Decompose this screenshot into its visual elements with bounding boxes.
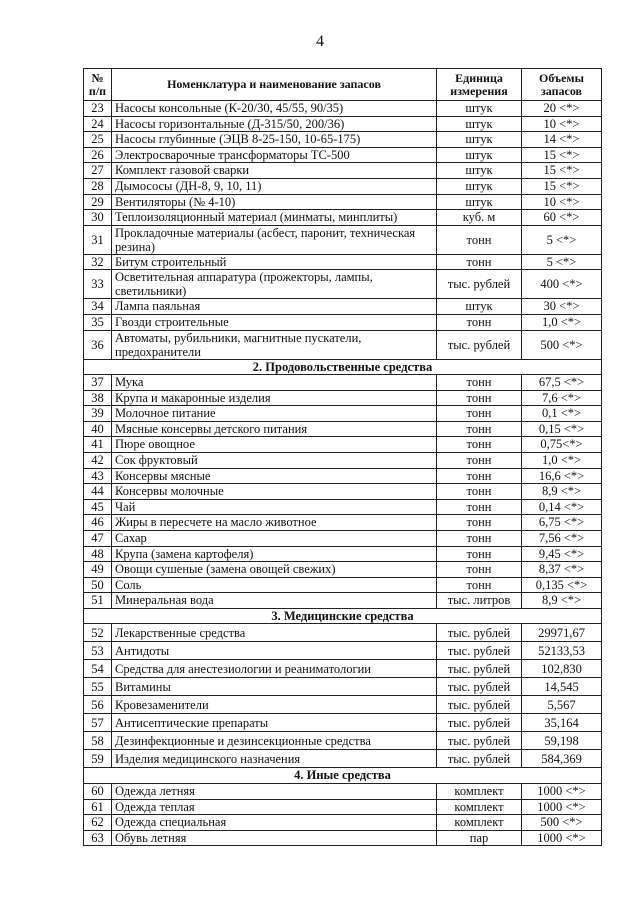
table-row — [84, 210, 602, 226]
row-name: Антисептические препараты — [112, 714, 437, 732]
row-unit: штук — [437, 194, 522, 210]
table-row — [84, 299, 602, 315]
row-unit: тонн — [437, 484, 522, 500]
row-number: 55 — [84, 678, 112, 696]
reserves-table — [83, 68, 602, 846]
table-row — [84, 499, 602, 515]
table-row — [84, 453, 602, 469]
row-unit: тыс. рублей — [437, 270, 522, 299]
row-unit: тыс. рублей — [437, 696, 522, 714]
row-number: 27 — [84, 163, 112, 179]
row-volume: 5 <*> — [522, 225, 602, 254]
row-number: 24 — [84, 116, 112, 132]
row-unit: тыс. рублей — [437, 330, 522, 359]
row-volume: 59,198 — [522, 732, 602, 750]
row-number: 45 — [84, 499, 112, 515]
row-number: 56 — [84, 696, 112, 714]
table-row — [84, 750, 602, 768]
row-name: Вентиляторы (№ 4-10) — [112, 194, 437, 210]
row-unit: тонн — [437, 254, 522, 270]
row-number: 34 — [84, 299, 112, 315]
row-name: Минеральная вода — [112, 593, 437, 609]
table-row — [84, 163, 602, 179]
row-volume: 1000 <*> — [522, 830, 602, 846]
row-name: Изделия медицинского назначения — [112, 750, 437, 768]
table-row — [84, 696, 602, 714]
table-row — [84, 714, 602, 732]
row-number: 59 — [84, 750, 112, 768]
row-unit: комплект — [437, 783, 522, 799]
table-row — [84, 178, 602, 194]
row-number: 29 — [84, 194, 112, 210]
table-row — [84, 132, 602, 148]
row-volume: 5 <*> — [522, 254, 602, 270]
row-number: 58 — [84, 732, 112, 750]
row-volume: 102,830 — [522, 660, 602, 678]
row-volume: 29971,67 — [522, 624, 602, 642]
row-unit: тонн — [437, 421, 522, 437]
row-name: Средства для анестезиологии и реаниматологии — [112, 660, 437, 678]
table-row — [84, 437, 602, 453]
row-unit: тонн — [437, 499, 522, 515]
row-name: Автоматы, рубильники, магнитные пускатели, предохранители — [112, 330, 437, 359]
row-number: 35 — [84, 314, 112, 330]
row-unit: тыс. литров — [437, 593, 522, 609]
table-row — [84, 468, 602, 484]
row-number: 43 — [84, 468, 112, 484]
row-unit: тонн — [437, 390, 522, 406]
row-name: Электросварочные трансформаторы ТС-500 — [112, 147, 437, 163]
row-number: 25 — [84, 132, 112, 148]
row-number: 39 — [84, 406, 112, 422]
section-title: 3. Медицинские средства — [84, 608, 602, 624]
table-row — [84, 330, 602, 359]
row-volume: 500 <*> — [522, 815, 602, 831]
row-volume: 0,1 <*> — [522, 406, 602, 422]
row-number: 60 — [84, 783, 112, 799]
table-row — [84, 546, 602, 562]
row-unit: штук — [437, 147, 522, 163]
row-unit: тыс. рублей — [437, 714, 522, 732]
row-unit: штук — [437, 163, 522, 179]
row-unit: пар — [437, 830, 522, 846]
row-number: 51 — [84, 593, 112, 609]
row-name: Осветительная аппаратура (прожекторы, лампы, светильники) — [112, 270, 437, 299]
table-row — [84, 562, 602, 578]
row-volume: 30 <*> — [522, 299, 602, 315]
table-row — [84, 421, 602, 437]
row-volume: 10 <*> — [522, 116, 602, 132]
table-row — [84, 225, 602, 254]
row-volume: 0,75<*> — [522, 437, 602, 453]
row-volume: 14,545 — [522, 678, 602, 696]
table-row — [84, 515, 602, 531]
header-num: № п/п — [84, 69, 112, 101]
table-row — [84, 642, 602, 660]
row-unit: тыс. рублей — [437, 624, 522, 642]
row-unit: штук — [437, 116, 522, 132]
table-row — [84, 660, 602, 678]
row-name: Битум строительный — [112, 254, 437, 270]
row-name: Комплект газовой сварки — [112, 163, 437, 179]
row-unit: тыс. рублей — [437, 642, 522, 660]
row-unit: тонн — [437, 546, 522, 562]
row-unit: тонн — [437, 530, 522, 546]
row-name: Жиры в пересчете на масло животное — [112, 515, 437, 531]
row-volume: 20 <*> — [522, 101, 602, 117]
row-volume: 35,164 — [522, 714, 602, 732]
row-name: Соль — [112, 577, 437, 593]
section-title: 2. Продовольственные средства — [84, 359, 602, 375]
row-unit: тонн — [437, 562, 522, 578]
row-volume: 15 <*> — [522, 163, 602, 179]
row-volume: 67,5 <*> — [522, 375, 602, 391]
row-unit: куб. м — [437, 210, 522, 226]
table-row — [84, 530, 602, 546]
row-number: 49 — [84, 562, 112, 578]
row-unit: тонн — [437, 577, 522, 593]
table-row — [84, 624, 602, 642]
row-volume: 7,6 <*> — [522, 390, 602, 406]
table-row — [84, 375, 602, 391]
row-volume: 0,135 <*> — [522, 577, 602, 593]
section-header-row — [84, 359, 602, 375]
row-unit: штук — [437, 299, 522, 315]
row-name: Одежда летняя — [112, 783, 437, 799]
row-unit: комплект — [437, 815, 522, 831]
row-unit: тонн — [437, 225, 522, 254]
row-unit: тонн — [437, 406, 522, 422]
row-number: 37 — [84, 375, 112, 391]
table-row — [84, 678, 602, 696]
row-name: Теплоизоляционный материал (минматы, минплиты) — [112, 210, 437, 226]
table-row — [84, 406, 602, 422]
row-volume: 8,9 <*> — [522, 484, 602, 500]
row-volume: 0,14 <*> — [522, 499, 602, 515]
row-unit: тыс. рублей — [437, 750, 522, 768]
row-volume: 5,567 — [522, 696, 602, 714]
table-row — [84, 577, 602, 593]
table-row — [84, 484, 602, 500]
row-number: 63 — [84, 830, 112, 846]
row-number: 26 — [84, 147, 112, 163]
table-row — [84, 314, 602, 330]
row-volume: 1,0 <*> — [522, 453, 602, 469]
table-row — [84, 732, 602, 750]
row-volume: 16,6 <*> — [522, 468, 602, 484]
row-number: 57 — [84, 714, 112, 732]
row-volume: 1000 <*> — [522, 799, 602, 815]
row-volume: 6,75 <*> — [522, 515, 602, 531]
row-name: Чай — [112, 499, 437, 515]
row-name: Обувь летняя — [112, 830, 437, 846]
header-volume: Объемы запасов — [522, 69, 602, 101]
row-name: Сахар — [112, 530, 437, 546]
row-name: Мука — [112, 375, 437, 391]
row-number: 42 — [84, 453, 112, 469]
row-name: Антидоты — [112, 642, 437, 660]
row-name: Кровезаменители — [112, 696, 437, 714]
page-number: 4 — [316, 33, 324, 50]
row-number: 30 — [84, 210, 112, 226]
row-name: Насосы консольные (К-20/30, 45/55, 90/35) — [112, 101, 437, 117]
row-number: 31 — [84, 225, 112, 254]
row-number: 62 — [84, 815, 112, 831]
row-number: 40 — [84, 421, 112, 437]
table-row — [84, 101, 602, 117]
row-number: 28 — [84, 178, 112, 194]
table-row — [84, 194, 602, 210]
row-number: 44 — [84, 484, 112, 500]
row-number: 38 — [84, 390, 112, 406]
row-unit: комплект — [437, 799, 522, 815]
row-volume: 400 <*> — [522, 270, 602, 299]
row-name: Лекарственные средства — [112, 624, 437, 642]
table-row — [84, 147, 602, 163]
row-name: Консервы молочные — [112, 484, 437, 500]
table-row — [84, 799, 602, 815]
row-number: 32 — [84, 254, 112, 270]
table-row — [84, 270, 602, 299]
row-unit: тонн — [437, 375, 522, 391]
row-name: Одежда специальная — [112, 815, 437, 831]
row-name: Сок фруктовый — [112, 453, 437, 469]
row-unit: тонн — [437, 515, 522, 531]
row-volume: 8,37 <*> — [522, 562, 602, 578]
row-volume: 1000 <*> — [522, 783, 602, 799]
row-name: Крупа и макаронные изделия — [112, 390, 437, 406]
table-row — [84, 815, 602, 831]
row-volume: 7,56 <*> — [522, 530, 602, 546]
section-title: 4. Иные средства — [84, 768, 602, 784]
row-unit: штук — [437, 178, 522, 194]
row-volume: 8,9 <*> — [522, 593, 602, 609]
row-unit: тыс. рублей — [437, 678, 522, 696]
row-unit: штук — [437, 101, 522, 117]
table-row — [84, 593, 602, 609]
row-name: Овощи сушеные (замена овощей свежих) — [112, 562, 437, 578]
row-number: 33 — [84, 270, 112, 299]
section-header-row — [84, 768, 602, 784]
header-unit: Единица измерения — [437, 69, 522, 101]
row-number: 41 — [84, 437, 112, 453]
row-volume: 60 <*> — [522, 210, 602, 226]
row-name: Мясные консервы детского питания — [112, 421, 437, 437]
row-name: Дымососы (ДН-8, 9, 10, 11) — [112, 178, 437, 194]
table-row — [84, 116, 602, 132]
row-volume: 52133,53 — [522, 642, 602, 660]
row-name: Гвозди строительные — [112, 314, 437, 330]
row-name: Пюре овощное — [112, 437, 437, 453]
row-volume: 500 <*> — [522, 330, 602, 359]
row-number: 61 — [84, 799, 112, 815]
row-volume: 9,45 <*> — [522, 546, 602, 562]
row-name: Насосы горизонтальные (Д-315/50, 200/36) — [112, 116, 437, 132]
table-row — [84, 390, 602, 406]
row-number: 46 — [84, 515, 112, 531]
table-row — [84, 783, 602, 799]
row-name: Крупа (замена картофеля) — [112, 546, 437, 562]
row-name: Молочное питание — [112, 406, 437, 422]
row-name: Консервы мясные — [112, 468, 437, 484]
header-name: Номенклатура и наименование запасов — [112, 69, 437, 101]
row-unit: тонн — [437, 437, 522, 453]
row-volume: 15 <*> — [522, 147, 602, 163]
row-volume: 10 <*> — [522, 194, 602, 210]
row-unit: тонн — [437, 468, 522, 484]
row-name: Лампа паяльная — [112, 299, 437, 315]
row-unit: тыс. рублей — [437, 732, 522, 750]
table-header-row — [84, 69, 602, 101]
row-name: Витамины — [112, 678, 437, 696]
section-header-row — [84, 608, 602, 624]
row-name: Дезинфекционные и дезинсекционные средства — [112, 732, 437, 750]
row-name: Прокладочные материалы (асбест, паронит, техническая резина) — [112, 225, 437, 254]
row-number: 47 — [84, 530, 112, 546]
table-body — [84, 101, 602, 846]
row-number: 54 — [84, 660, 112, 678]
row-number: 50 — [84, 577, 112, 593]
row-unit: тыс. рублей — [437, 660, 522, 678]
row-unit: тонн — [437, 314, 522, 330]
table-row — [84, 830, 602, 846]
row-volume: 15 <*> — [522, 178, 602, 194]
row-number: 53 — [84, 642, 112, 660]
row-unit: штук — [437, 132, 522, 148]
row-number: 52 — [84, 624, 112, 642]
row-number: 48 — [84, 546, 112, 562]
row-volume: 584,369 — [522, 750, 602, 768]
row-unit: тонн — [437, 453, 522, 469]
row-name: Одежда теплая — [112, 799, 437, 815]
row-number: 36 — [84, 330, 112, 359]
row-name: Насосы глубинные (ЭЦВ 8-25-150, 10-65-175) — [112, 132, 437, 148]
table-row — [84, 254, 602, 270]
row-volume: 1,0 <*> — [522, 314, 602, 330]
row-number: 23 — [84, 101, 112, 117]
row-volume: 0,15 <*> — [522, 421, 602, 437]
row-volume: 14 <*> — [522, 132, 602, 148]
